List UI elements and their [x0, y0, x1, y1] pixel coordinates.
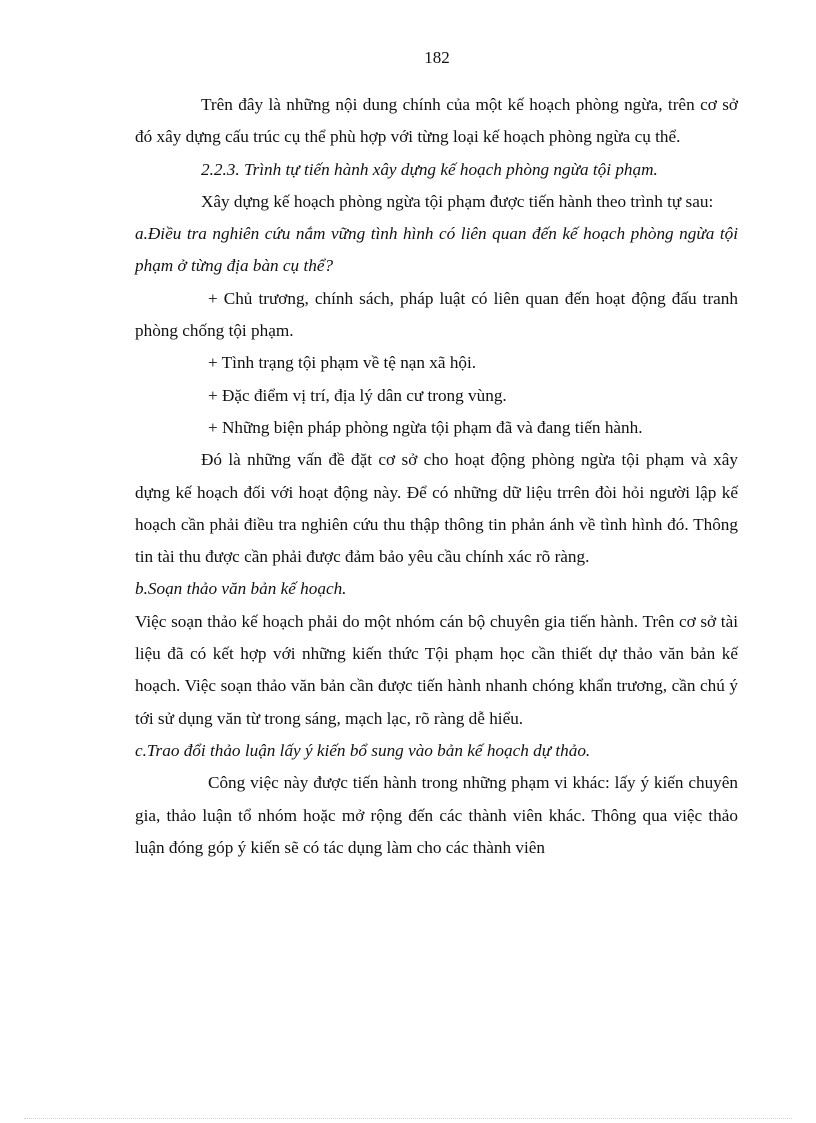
list-item: + Đặc điểm vị trí, địa lý dân cư trong vùng. [208, 385, 507, 405]
subheading-c: c.Trao đổi thảo luận lấy ý kiến bổ sung vào bản kế hoạch dự thảo. [135, 740, 591, 760]
list-item: + Tình trạng tội phạm về tệ nạn xã hội. [208, 353, 477, 373]
paragraph-drafting: Việc soạn thảo kế hoạch phải do một nhóm cán bộ chuyên gia tiến hành. Trên cơ sở tài liệu đã có kết hợp với những kiến thức Tội phạm học cần thiết dự thảo văn bản kế hoạch. Việc soạn thảo văn bản cần được tiến hành nhanh chóng khẩn trương, cần chú ý tới sử dụng văn từ trong sáng, mạch lạc, rõ ràng dễ hiểu. [135, 611, 738, 728]
paragraph-sequence: Xây dựng kế hoạch phòng ngừa tội phạm được tiến hành theo trình tự sau: [201, 191, 714, 211]
section-heading-2-2-3: 2.2.3. Trình tự tiến hành xây dựng kế hoạch phòng ngừa tội phạm. [201, 159, 658, 179]
page-number: 182 [424, 48, 450, 67]
paragraph-intro: Trên đây là những nội dung chính của một kế hoạch phòng ngừa, trên cơ sở đó xây dựng cấu trúc cụ thể phù hợp với từng loại kế hoạch phòng ngừa cụ thể. [135, 95, 738, 147]
list-item: + Chủ trương, chính sách, pháp luật có liên quan đến hoạt động đấu tranh phòng chống tội phạm. [135, 288, 738, 341]
paragraph-discussion: Công việc này được tiến hành trong những phạm vi khác: lấy ý kiến chuyên gia, thảo luận tổ nhóm hoặc mở rộng đến các thành viên khác. Thông qua việc thảo luận đóng góp ý kiến sẽ có tác dụng làm cho các thành viên [135, 773, 738, 857]
page-bottom-divider [24, 1118, 792, 1119]
subheading-a: a.Điều tra nghiên cứu nắm vững tình hình có liên quan đến kế hoạch phòng ngừa tội phạm ở từng địa bàn cụ thể? [135, 224, 738, 276]
document-body [135, 89, 738, 864]
subheading-b: b.Soạn thảo văn bản kế hoạch. [135, 579, 347, 599]
list-item: + Những biện pháp phòng ngừa tội phạm đã và đang tiến hành. [208, 417, 643, 437]
paragraph-basis: Đó là những vấn đề đặt cơ sở cho hoạt động phòng ngừa tội phạm và xây dựng kế hoạch đối với hoạt động này. Để có những dữ liệu trrên đòi hỏi người lập kế hoạch cần phải điều tra nghiên cứu thu thập thông tin phản ánh về tình hình đó. Thông tin tài thu được cần phải được đảm bảo yêu cầu chính xác rõ ràng. [135, 450, 738, 567]
